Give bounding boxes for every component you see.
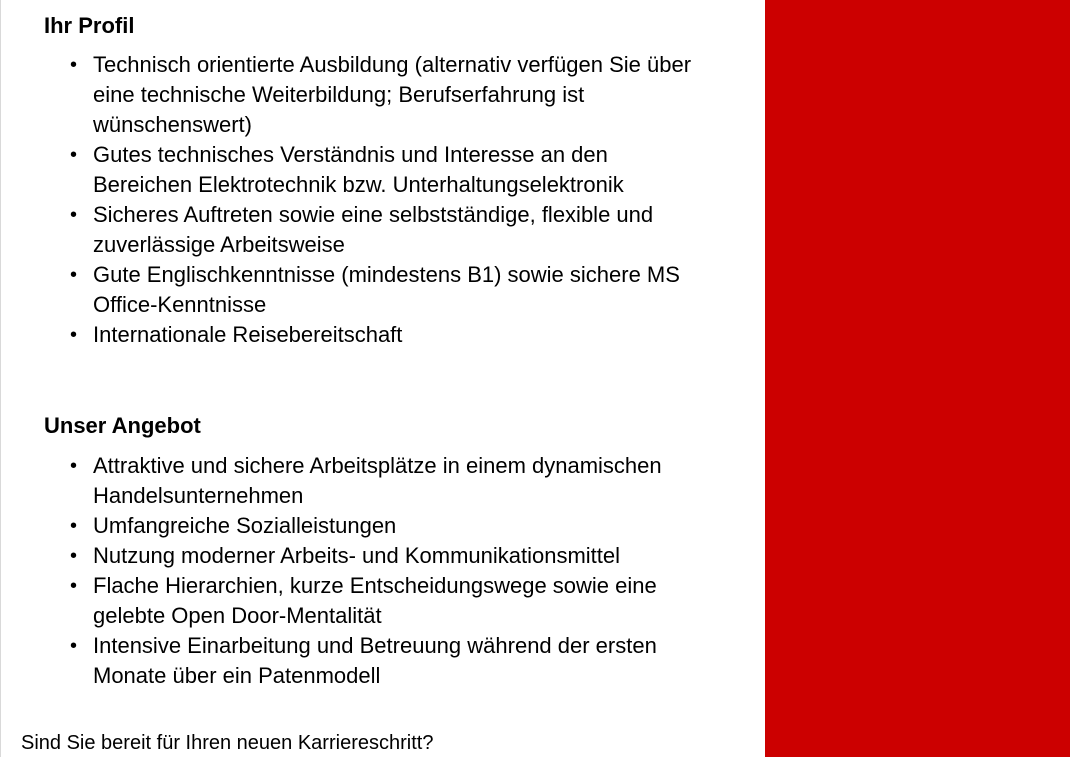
bullet-icon: • [70,575,78,597]
bullet-icon: • [70,54,78,76]
list-item-text: Technisch orientierte Ausbildung (alternativ verfügen Sie über eine technische Weiterbildung; Berufserfahrung ist wünschenswert) [93,52,692,137]
bullet-icon: • [70,144,78,166]
red-accent-panel [765,0,1070,757]
list-item [44,541,708,571]
list-item-text: Gutes technisches Verständnis und Interesse an den Bereichen Elektrotechnik bzw. Unterhaltungselektronik [93,142,624,197]
list-item-text: Sicheres Auftreten sowie eine selbstständige, flexible und zuverlässige Arbeitsweise [93,202,654,257]
list-item [44,571,698,631]
bullet-icon: • [70,515,78,537]
list-item-text: Flache Hierarchien, kurze Entscheidungswege sowie eine gelebte Open Door-Mentalität [93,573,657,628]
list-item-text: Nutzung moderner Arbeits- und Kommunikationsmittel [93,543,621,568]
list-item-text: Attraktive und sichere Arbeitsplätze in einem dynamischen Handelsunternehmen [93,453,662,508]
list-item [44,200,693,260]
list-item [44,631,698,691]
bullet-icon: • [70,264,78,286]
profile-heading: Ihr Profil [44,13,135,38]
list-item-text: Umfangreiche Sozialleistungen [93,513,397,538]
profile-list [44,50,744,350]
bullet-icon: • [70,455,78,477]
list-item [44,140,693,200]
bullet-icon: • [70,324,78,346]
bullet-icon: • [70,635,78,657]
list-item [44,451,708,511]
offer-heading: Unser Angebot [44,413,201,438]
list-item [44,320,693,350]
list-item [44,511,708,541]
career-question: Sind Sie bereit für Ihren neuen Karriereschritt? [21,732,434,754]
bullet-icon: • [70,545,78,567]
list-item-text: Intensive Einarbeitung und Betreuung während der ersten Monate über ein Patenmodell [93,633,657,688]
list-item [44,260,693,320]
list-item [44,50,693,140]
list-item-text: Gute Englischkenntnisse (mindestens B1) sowie sichere MS Office-Kenntnisse [93,262,680,317]
offer-list [44,451,744,691]
bullet-icon: • [70,204,78,226]
list-item-text: Internationale Reisebereitschaft [93,322,403,347]
